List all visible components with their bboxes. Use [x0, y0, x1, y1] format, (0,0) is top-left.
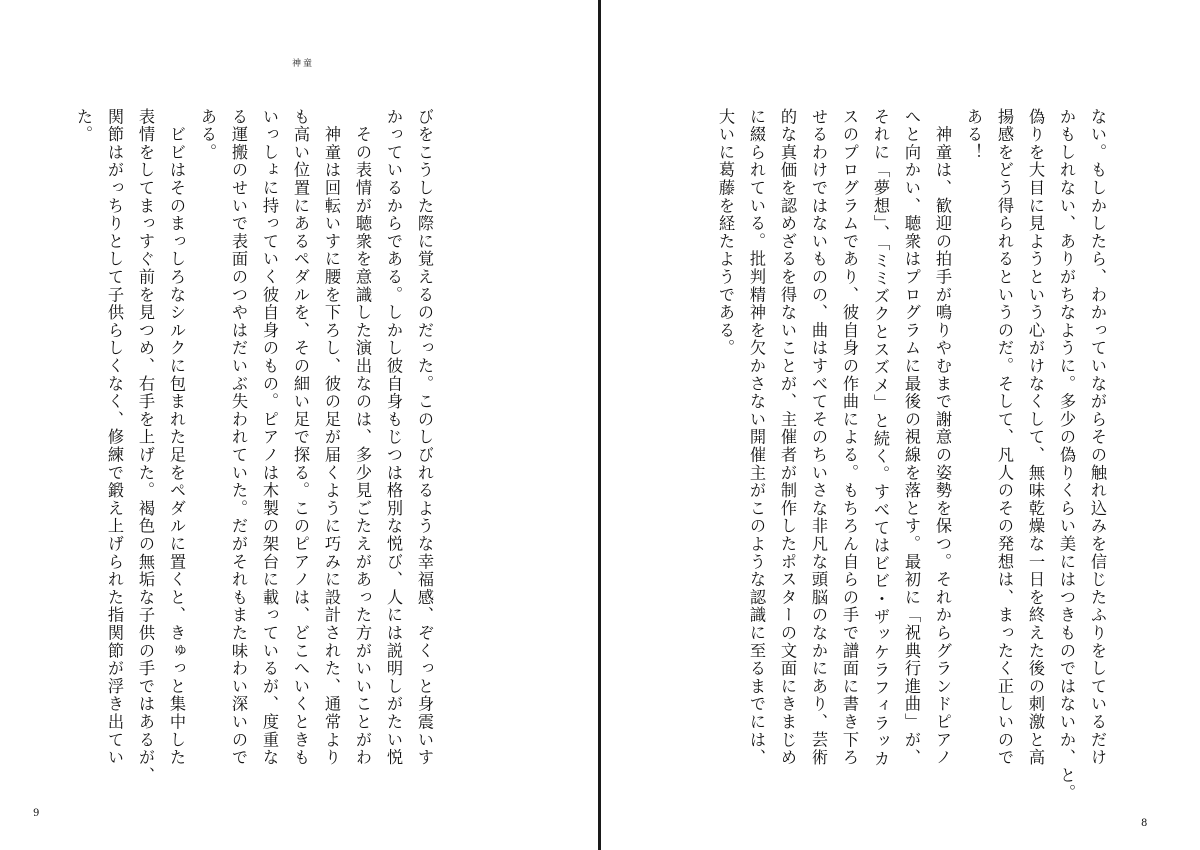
text-line: 関節はがっちりとして子供らしくなく、修練で鍛え上げられた指関節が浮き出てい	[105, 108, 124, 767]
text-line: びをこうした際に覚えるのだった。このしびれるような幸福感、ぞくっと身震いす	[415, 108, 434, 767]
page-number-left: 9	[33, 808, 40, 819]
text-line: 揚感をどう得られるというのだ。そして、凡人のその発想は、まったく正しいので	[995, 108, 1014, 767]
text-line: 大いに葛藤を経たようである。	[716, 108, 735, 358]
text-line: かもしれない、ありがちなように。多少の偽りくらい美にはつきものではないか、と。	[1057, 108, 1076, 803]
text-line: スのプログラムであり、彼自身の作曲による。もちろん自らの手で譜面に書き下ろ	[840, 108, 859, 767]
text-line: 神童は回転いすに腰を下ろし、彼の足が届くように巧みに設計された、通常より	[322, 108, 341, 767]
left-page-text	[68, 108, 440, 785]
text-line: ある！	[964, 108, 983, 162]
text-line: ビビはそのまっしろなシルクに包まれた足をペダルに置くと、きゅっと集中した	[167, 108, 186, 767]
text-line: に綴られている。批判精神を欠かさない開催主がこのような認識に至るまでには、	[747, 108, 766, 767]
text-line: いっしょに持っていく彼自身のもの。ピアノは木製の架台に載っているが、度重な	[260, 108, 279, 767]
right-page	[601, 0, 1200, 850]
text-line: 表情をしてまっすぐ前を見つめ、右手を上げた。褐色の無垢な子供の手ではあるが、	[136, 108, 155, 785]
text-line: かっているからである。しかし彼自身もじつは格別な悦び、人には説明しがたい悦	[384, 108, 403, 767]
text-line: せるわけではないものの、曲はすべてそのちいさな非凡な頭脳のなかにあり、芸術	[809, 108, 828, 767]
text-line: 的な真価を認めざるを得ないことが、主催者が制作したポスターの文面にきまじめ	[778, 108, 797, 767]
right-page-text	[710, 108, 1113, 803]
text-line: も高い位置にあるペダルを、その細い足で探る。このピアノは、どこへいくときも	[291, 108, 310, 767]
text-line: それに「夢想」、「ミミズクとスズメ」と続く。すべてはビビ・ザッケラフィラッカ	[871, 108, 890, 769]
text-line: 偽りを大目に見ようという心がけなくして、無味乾燥な一日を終えた後の刺激と高	[1026, 108, 1045, 767]
running-head: 神童	[292, 59, 315, 69]
left-page	[0, 0, 598, 850]
text-line: ない。もしかしたら、わかっていながらその触れ込みを信じたふりをしているだけ	[1088, 108, 1107, 767]
text-line: その表情が聴衆を意識した演出なのは、多少見ごたえがあった方がいいことがわ	[353, 108, 372, 767]
page-number-right: 8	[1141, 818, 1148, 829]
text-line: へと向かい、聴衆はプログラムに最後の視線を落とす。最初に「祝典行進曲」が、	[902, 108, 921, 767]
text-line: た。	[74, 108, 93, 144]
text-line: 神童は、歓迎の拍手が鳴りやむまで謝意の姿勢を保つ。それからグランドピアノ	[933, 108, 952, 767]
text-line: ある。	[198, 108, 217, 162]
text-line: る運搬のせいで表面のつやはだいぶ失われていた。だがそれもまた味わい深いので	[229, 108, 248, 767]
